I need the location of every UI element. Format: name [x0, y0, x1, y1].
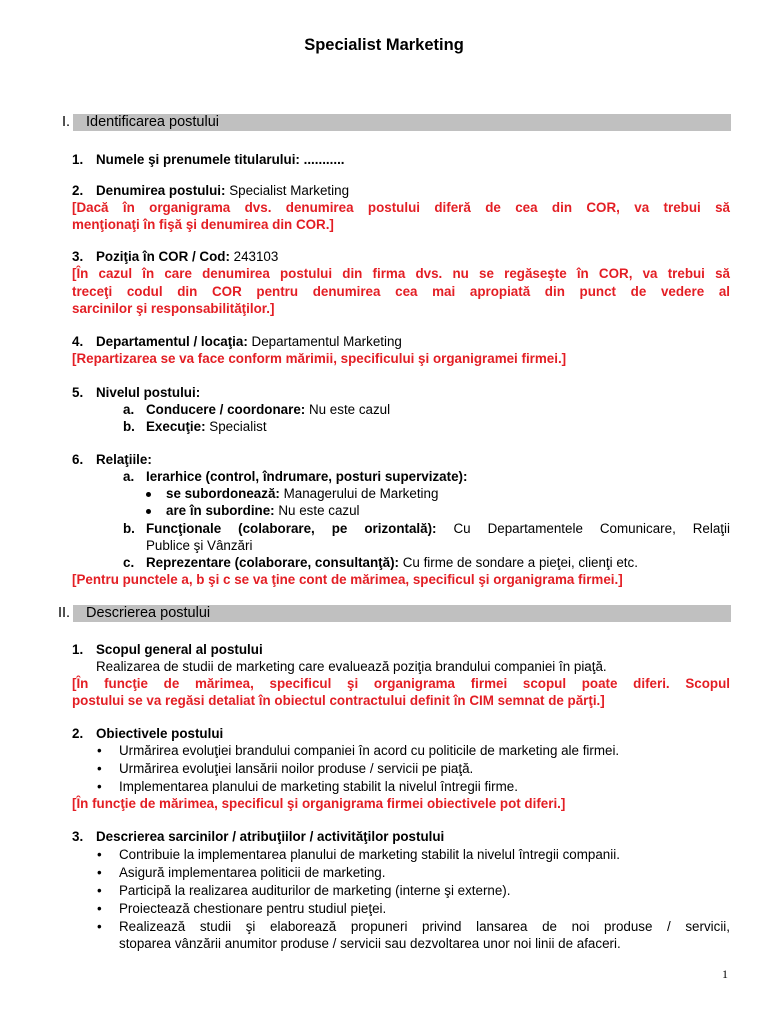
list-item: • Asigură implementarea politicii de marketing. [119, 864, 385, 881]
subitem-letter: c. [123, 555, 135, 570]
item-label: Relaţiile: [96, 452, 152, 467]
subitem-line [146, 554, 638, 571]
note-line: [În cazul în care denumirea postului din firma dvs. nu se regăseşte în COR, va trebui să [72, 266, 730, 281]
subitem-letter: b. [123, 521, 135, 536]
item-number: 1. [72, 152, 84, 167]
note-line: sarcinilor şi responsabilităţilor.] [72, 301, 275, 316]
list-item-cont: stoparea vânzării anumitor produse / servicii sau dezvoltarea unor noi linii de afaceri. [119, 936, 621, 951]
relation-value: Managerului de Marketing [283, 486, 439, 501]
relation-line [166, 502, 360, 519]
item-value: Departamentul Marketing [251, 334, 402, 349]
subitem-label: Reprezentare (colaborare, consultanţă): [146, 555, 399, 570]
bullet-icon [146, 509, 151, 514]
note-line: menţionaţi în fişă şi denumirea din COR.] [72, 217, 334, 232]
list-item: • Realizează studii şi elaborează propuneri privind lansarea de noi produse / servicii, [119, 918, 730, 935]
note-line: [Dacă în organigrama dvs. denumirea postului diferă de cea din COR, va trebui să [72, 200, 730, 215]
note-line: [Pentru punctele a, b şi c se va ţine cont de mărimea, specificul şi organigrama firmei.] [72, 572, 623, 587]
subitem-line [146, 418, 267, 435]
list-item: • Participă la realizarea auditurilor de marketing (interne şi externe). [119, 882, 511, 899]
item-number: 5. [72, 385, 84, 400]
item-label: Descrierea sarcinilor / atribuţiilor / activităţilor postului [96, 829, 445, 844]
list-item: • Urmărirea evoluţiei lansării noilor produse / servicii pe piaţă. [119, 760, 473, 777]
subitem-letter: a. [123, 402, 135, 417]
subitem-value: Cu firme de sondare a pieţei, clienţi etc. [402, 555, 638, 570]
item-text: Realizarea de studii de marketing care evaluează poziţia brandului companiei în piaţă. [96, 659, 607, 674]
list-item: • Contribuie la implementarea planului de marketing stabilit la nivelul întregii companii. [119, 846, 620, 863]
item-label: Numele şi prenumele titularului: ........... [96, 152, 345, 167]
item-number: 3. [72, 249, 84, 264]
item-value: Specialist Marketing [229, 183, 350, 198]
subitem-value: Nu este cazul [308, 402, 391, 417]
subitem-label: Funcţionale (colaborare, pe orizontală): [146, 521, 437, 536]
relation-line [166, 485, 438, 502]
section-title: Descrierea postului [86, 605, 211, 621]
note-line: [Repartizarea se va face conform mărimii, specificului şi organigramei firmei.] [72, 351, 567, 366]
subitem-value: Specialist [209, 419, 267, 434]
subitem-value: Cu Departamentele Comunicare, Relaţii [453, 521, 730, 536]
item-label: Nivelul postului: [96, 385, 201, 400]
item-number: 2. [72, 726, 84, 741]
subitem-label: Ierarhice (control, îndrumare, posturi supervizate): [146, 469, 468, 484]
relation-label: se subordonează: [166, 486, 280, 501]
item-line [96, 248, 278, 265]
item-value: 243103 [233, 249, 279, 264]
relation-label: are în subordine: [166, 503, 275, 518]
section-number: I. [62, 114, 71, 130]
list-item: • Urmărirea evoluţiei brandului companiei în acord cu politicile de marketing ale firmei. [119, 742, 619, 759]
item-number: 6. [72, 452, 84, 467]
subitem-line [146, 520, 730, 537]
section-number: II. [58, 605, 71, 621]
list-item: • Proiectează chestionare pentru studiul pieţei. [119, 900, 386, 917]
relation-value: Nu este cazul [278, 503, 360, 518]
item-number: 2. [72, 183, 84, 198]
item-line [96, 182, 349, 199]
subitem-value-cont: Publice şi Vânzări [146, 538, 253, 553]
subitem-label: Execuţie: [146, 419, 206, 434]
page-number: 1 [722, 967, 728, 981]
subitem-line [146, 401, 390, 418]
note-line: treceţi codul din COR pentru denumirea cea mai apropiată din punct de vedere al [72, 284, 730, 299]
section-title: Identificarea postului [86, 114, 219, 130]
item-number: 3. [72, 829, 84, 844]
bullet-icon [146, 492, 151, 497]
item-label: Scopul general al postului [96, 642, 263, 657]
note-line: postului se va regăsi detaliat în obiectul contractului definit în CIM semnat de părţi.] [72, 693, 605, 708]
subitem-label: Conducere / coordonare: [146, 402, 306, 417]
list-item: • Implementarea planului de marketing stabilit la nivelul întregii firme. [119, 778, 518, 795]
item-number: 1. [72, 642, 84, 657]
item-number: 4. [72, 334, 84, 349]
page-title: Specialist Marketing [304, 36, 464, 54]
note-line: [În funcţie de mărimea, specificul şi organigrama firmei scopul poate diferi. Scopul [72, 676, 730, 691]
item-label: Departamentul / locaţia: [96, 334, 248, 349]
item-line [96, 333, 402, 350]
note-line: [În funcţie de mărimea, specificul şi organigrama firmei obiectivele pot diferi.] [72, 796, 566, 811]
subitem-letter: a. [123, 469, 135, 484]
item-label: Obiectivele postului [96, 726, 224, 741]
subitem-letter: b. [123, 419, 135, 434]
item-label: Denumirea postului: [96, 183, 226, 198]
item-label: Poziţia în COR / Cod: [96, 249, 230, 264]
